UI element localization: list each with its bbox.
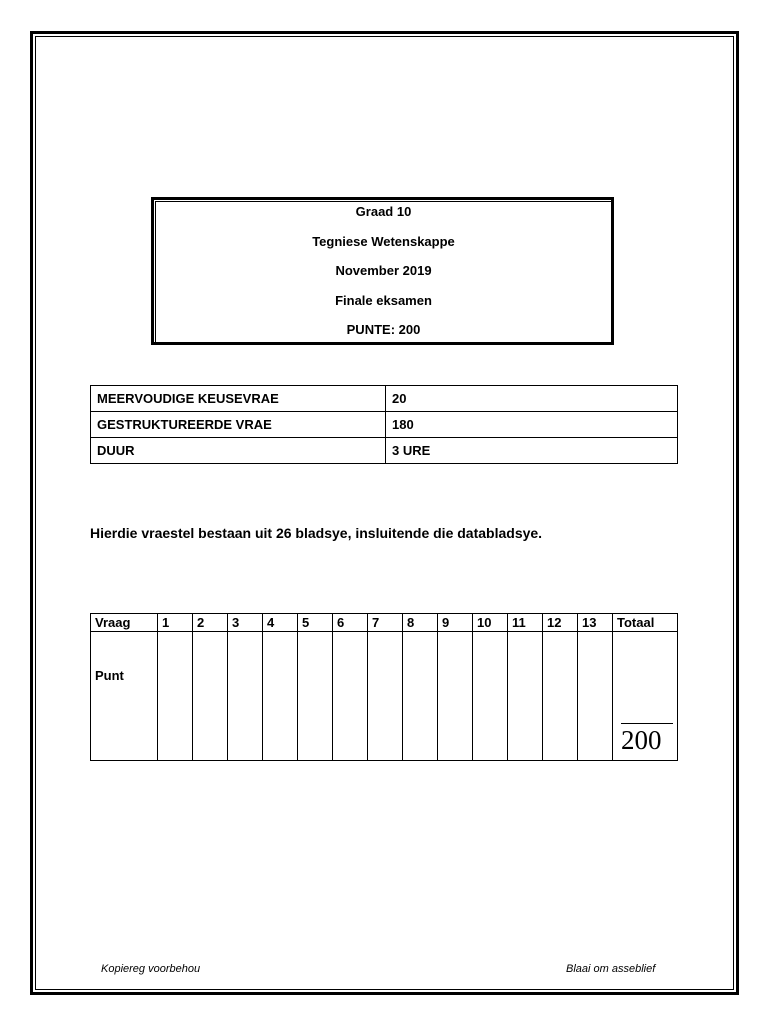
question-number: 6: [333, 614, 368, 632]
mark-cell: [438, 632, 473, 761]
mark-cell: [193, 632, 228, 761]
title-lines: [155, 199, 612, 347]
question-number: 8: [403, 614, 438, 632]
mark-cell: [403, 632, 438, 761]
mark-cell: [508, 632, 543, 761]
question-number: 7: [368, 614, 403, 632]
grade-line: Graad 10: [355, 204, 412, 219]
marks-line: PUNTE: 200: [346, 322, 421, 337]
info-value: 180: [386, 412, 678, 438]
question-number: 3: [228, 614, 263, 632]
marks-header-row: [91, 614, 678, 632]
info-label: MEERVOUDIGE KEUSEVRAE: [91, 386, 386, 412]
question-number: 13: [578, 614, 613, 632]
total-marks: 200: [621, 723, 673, 756]
mark-cell: [543, 632, 578, 761]
table-row: [91, 438, 678, 464]
question-number: 10: [473, 614, 508, 632]
question-number: 12: [543, 614, 578, 632]
page-border-inner: [35, 36, 734, 990]
mark-cell: [158, 632, 193, 761]
question-number: 2: [193, 614, 228, 632]
mark-cell: [333, 632, 368, 761]
info-value: 3 URE: [386, 438, 678, 464]
mark-cell: [263, 632, 298, 761]
question-number: 1: [158, 614, 193, 632]
table-row: [91, 412, 678, 438]
marks-entry-row: [91, 632, 678, 761]
mark-cell: [228, 632, 263, 761]
question-number: 9: [438, 614, 473, 632]
punt-label: Punt: [91, 632, 158, 761]
turn-over-notice: Blaai om asseblief: [566, 963, 656, 975]
mark-cell: [368, 632, 403, 761]
info-label: DUUR: [91, 438, 386, 464]
subject-line: Tegniese Wetenskappe: [312, 233, 455, 249]
table-row: [91, 386, 678, 412]
question-number: 11: [508, 614, 543, 632]
mark-cell: [473, 632, 508, 761]
totaal-label: Totaal: [613, 614, 678, 632]
copyright-notice: Kopiereg voorbehou: [101, 963, 201, 975]
vraag-label: Vraag: [91, 614, 158, 632]
mark-cell: [578, 632, 613, 761]
info-table: [90, 385, 678, 464]
question-number: 5: [298, 614, 333, 632]
total-cell: [613, 632, 678, 761]
mark-cell: [298, 632, 333, 761]
info-value: 20: [386, 386, 678, 412]
info-label: GESTRUKTUREERDE VRAE: [91, 412, 386, 438]
paper-description: Hierdie vraestel bestaan uit 26 bladsye, insluitende die databladsye.: [90, 525, 543, 541]
question-number: 4: [263, 614, 298, 632]
marks-table: [90, 613, 678, 761]
date-line: November 2019: [335, 263, 432, 278]
exam-line: Finale eksamen: [335, 292, 432, 308]
